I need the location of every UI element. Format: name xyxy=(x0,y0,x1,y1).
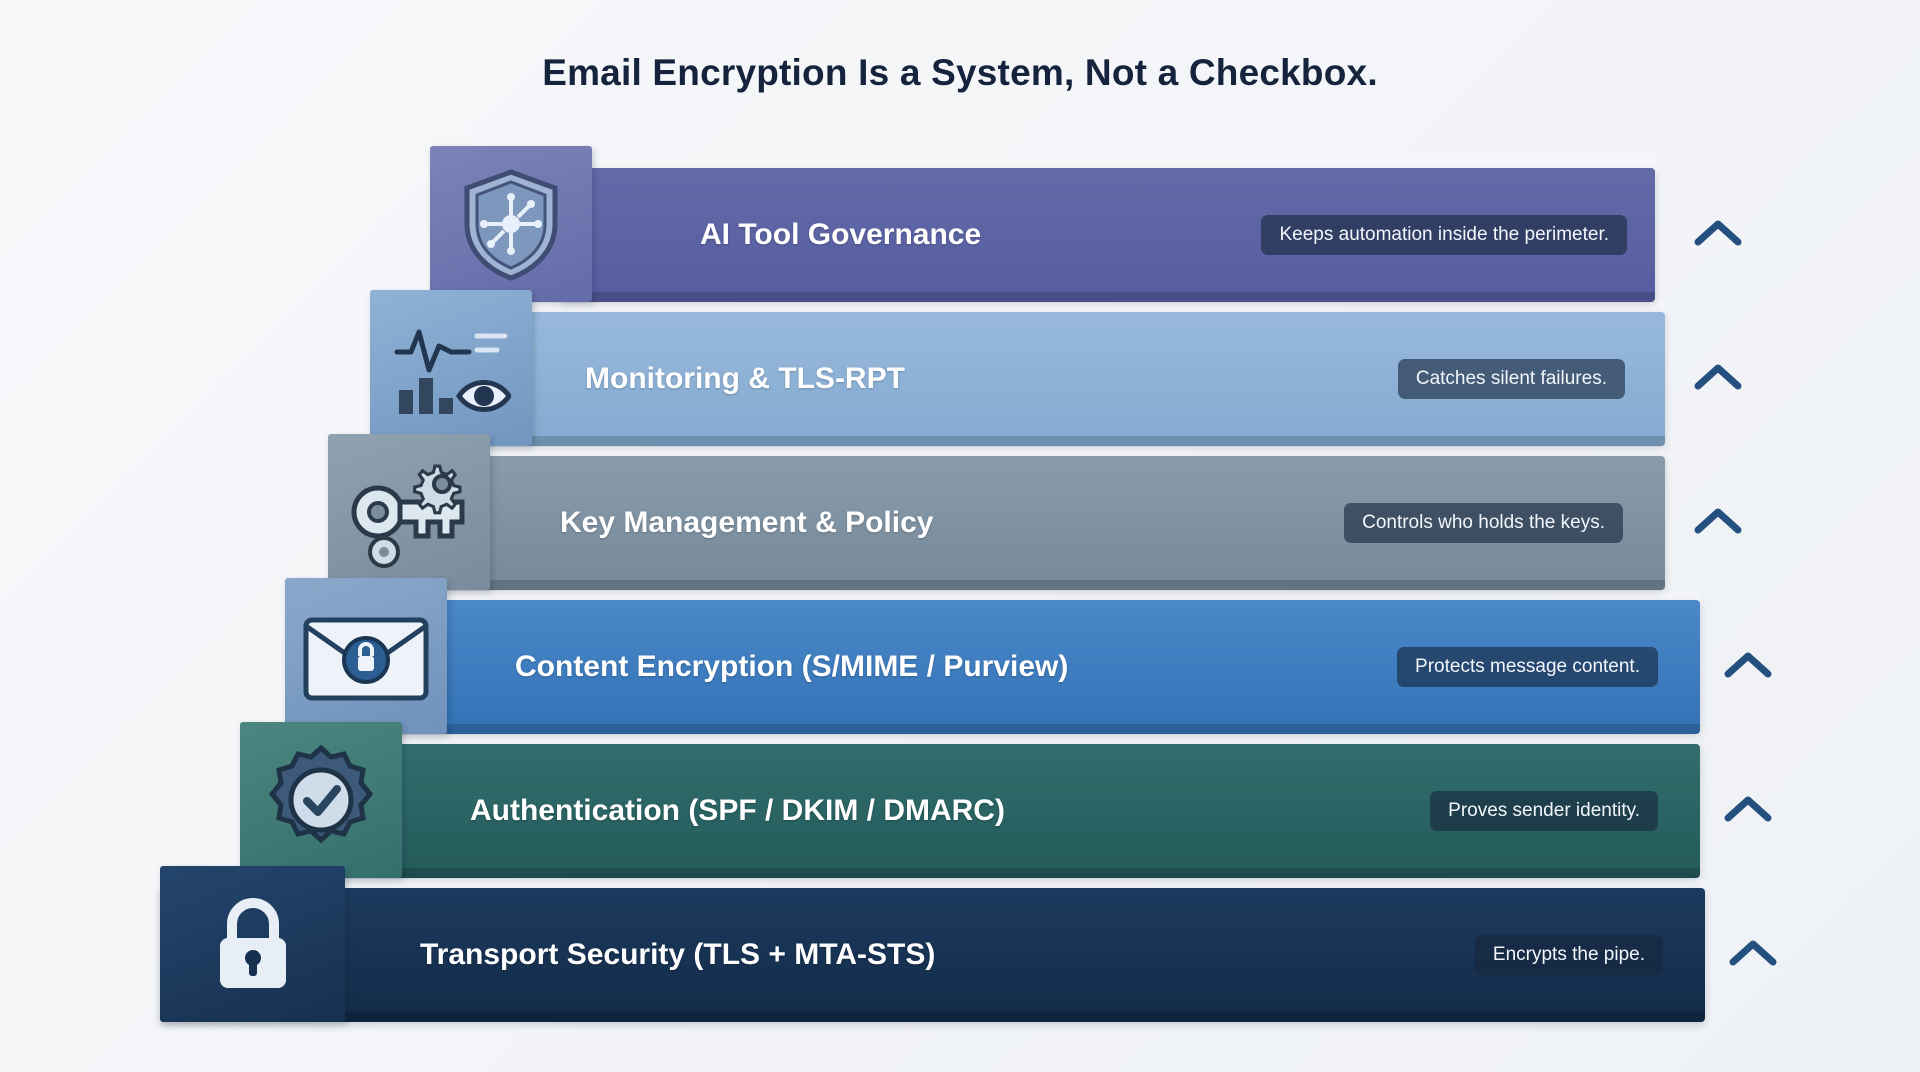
layer-note: Proves sender identity. xyxy=(1430,791,1658,831)
key-gear-icon xyxy=(344,456,474,568)
layer-bar[interactable] xyxy=(160,888,1705,1022)
chevron-up-icon-6[interactable] xyxy=(1725,934,1781,974)
chevron-up-icon-5[interactable] xyxy=(1720,790,1776,830)
layer-icon-block xyxy=(240,722,402,878)
page-title: Email Encryption Is a System, Not a Checkbox. xyxy=(542,52,1378,93)
layer-content-encryption[interactable] xyxy=(0,600,1920,734)
layer-bar[interactable] xyxy=(490,312,1665,446)
layer-note: Keeps automation inside the perimeter. xyxy=(1261,215,1627,255)
monitoring-chart-eye-icon xyxy=(391,312,511,424)
layer-ai-tool-governance[interactable] xyxy=(0,168,1920,302)
layer-title: Transport Security (TLS + MTA-STS) xyxy=(420,938,936,971)
layer-bar[interactable] xyxy=(390,600,1700,734)
chevron-up-icon-2[interactable] xyxy=(1690,358,1746,398)
layer-note: Controls who holds the keys. xyxy=(1344,503,1623,543)
envelope-lock-icon xyxy=(300,606,432,706)
verified-badge-check-icon xyxy=(265,744,377,856)
padlock-icon xyxy=(210,894,296,994)
layer-transport-security[interactable] xyxy=(0,888,1920,1022)
layer-stack xyxy=(0,168,1920,1038)
layer-bar[interactable] xyxy=(560,168,1655,302)
layer-title: AI Tool Governance xyxy=(700,218,982,251)
layer-icon-block xyxy=(370,290,532,446)
layer-title: Content Encryption (S/MIME / Purview) xyxy=(515,650,1069,683)
layer-icon-block xyxy=(285,578,447,734)
layer-bar[interactable] xyxy=(440,456,1665,590)
layer-note: Encrypts the pipe. xyxy=(1475,935,1663,975)
chevron-up-icon-3[interactable] xyxy=(1690,502,1746,542)
layer-monitoring-tls-rpt[interactable] xyxy=(0,312,1920,446)
layer-note: Catches silent failures. xyxy=(1398,359,1625,399)
layer-authentication[interactable] xyxy=(0,744,1920,878)
layer-title: Monitoring & TLS-RPT xyxy=(585,362,905,395)
chevron-up-icon-1[interactable] xyxy=(1690,214,1746,254)
layer-icon-block xyxy=(160,866,345,1022)
layer-bar[interactable] xyxy=(330,744,1700,878)
chevron-up-icon-4[interactable] xyxy=(1720,646,1776,686)
layer-icon-block xyxy=(430,146,592,302)
layer-key-management-policy[interactable] xyxy=(0,456,1920,590)
layer-title: Authentication (SPF / DKIM / DMARC) xyxy=(470,794,1005,827)
layer-title: Key Management & Policy xyxy=(560,506,934,539)
shield-circuit-icon xyxy=(459,166,563,282)
layer-icon-block xyxy=(328,434,490,590)
layer-note: Protects message content. xyxy=(1397,647,1658,687)
